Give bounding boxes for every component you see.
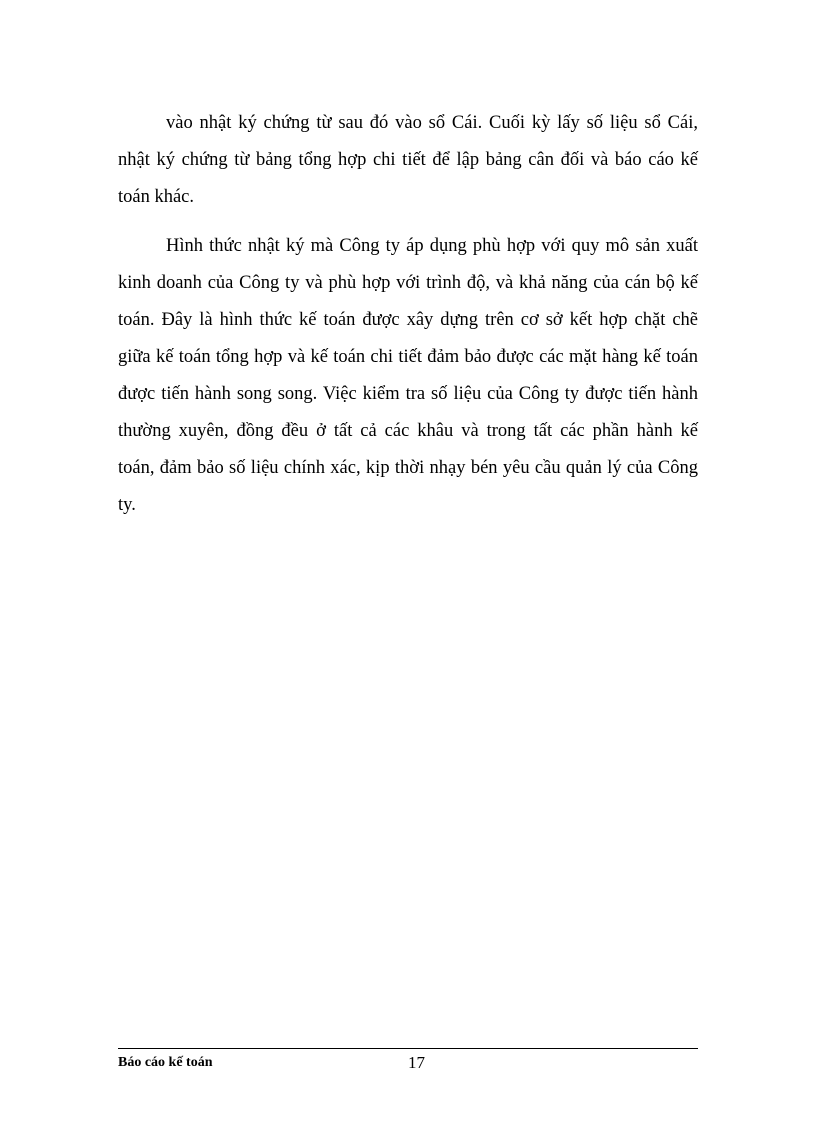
paragraph-2-line-4: giữa kế toán tổng hợp và kế toán chi tiết đảm bảo được các mặt hàng kế toán (118, 347, 698, 367)
paragraph-spacer (118, 216, 698, 228)
paragraph-2-line-8: ty. (118, 495, 136, 515)
paragraph-2-line-2: kinh doanh của Công ty và phù hợp với trình độ, và khả năng của cán bộ kế (118, 273, 698, 293)
paragraph-2-line-6: thường xuyên, đồng đều ở tất cả các khâu và trong tất các phần hành kế (118, 421, 698, 441)
page-footer (118, 1048, 698, 1072)
paragraph-2-line-5: được tiến hành song song. Việc kiểm tra số liệu của Công ty được tiến hành (118, 384, 698, 404)
paragraph-1-line-1: vào nhật ký chứng từ sau đó vào sổ Cái. Cuối kỳ lấy số liệu sổ Cái, (166, 113, 698, 133)
document-body (118, 105, 698, 524)
page-number: 17 (408, 1053, 425, 1072)
footer-title: Báo cáo kế toán (118, 1055, 213, 1070)
paragraph-2-line-7: toán, đảm bảo số liệu chính xác, kịp thời nhạy bén yêu cầu quản lý của Công (118, 458, 698, 478)
paragraph-2 (118, 228, 698, 524)
paragraph-2-line-3: toán. Đây là hình thức kế toán được xây dựng trên cơ sở kết hợp chặt chẽ (118, 310, 698, 330)
paragraph-1-line-3: toán khác. (118, 187, 195, 207)
paragraph-1-line-2: nhật ký chứng từ bảng tổng hợp chi tiết để lập bảng cân đối và báo cáo kế (118, 150, 698, 170)
paragraph-2-line-1: Hình thức nhật ký mà Công ty áp dụng phù hợp với quy mô sản xuất (166, 236, 698, 256)
paragraph-1 (118, 105, 698, 216)
